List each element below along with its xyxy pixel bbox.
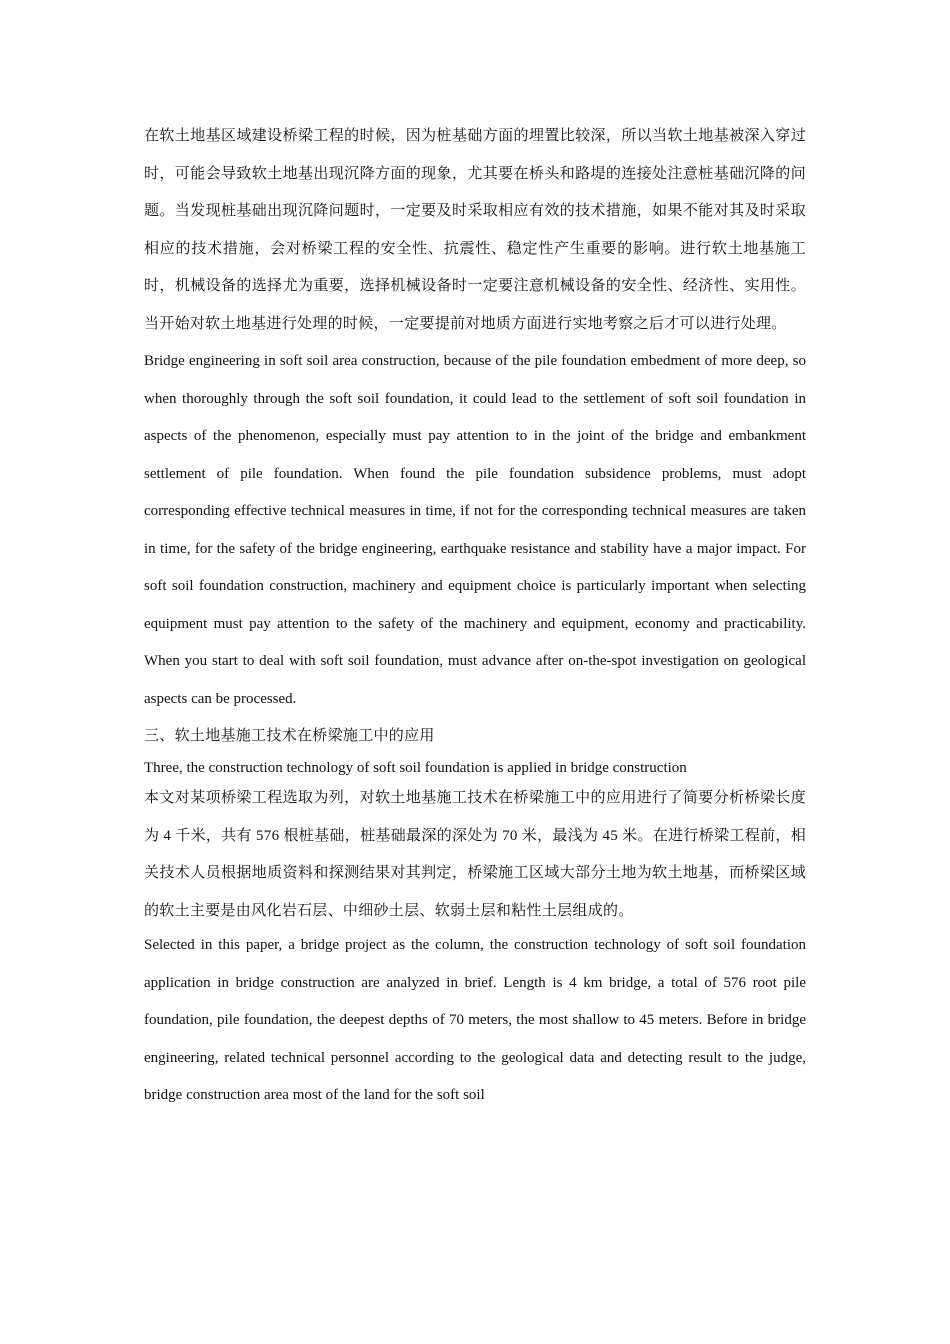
section-heading-chinese: 三、软土地基施工技术在桥梁施工中的应用 — [144, 728, 435, 744]
document-body — [144, 118, 806, 1115]
section-heading-english: Three, the construction technology of soft soil foundation is applied in bridge construction — [144, 760, 687, 776]
paragraph-chinese-2: 本文对某项桥梁工程选取为列，对软土地基施工技术在桥梁施工中的应用进行了简要分析桥梁长度为 4 千米，共有 576 根桩基础，桩基础最深的深处为 70 米，最浅为 45 米。在进行桥梁工程前，相关技术人员根据地质资料和探测结果对其判定，桥梁施工区域大部分土地为软土地基，而桥梁区域的软土主要是由风化岩石层、中细砂土层、软弱土层和粘性土层组成的。 — [144, 790, 806, 919]
paragraph-english-2: Selected in this paper, a bridge project as the column, the construction technology of soft soil foundation application in bridge construction are analyzed in brief. Length is 4 km bridge, a total of 576 root pile foundation, pile foundation, the deepest depths of 70 meters, the most shallow to 45 meters. Before in bridge engineering, related technical personnel according to the geological data and detecting result to the judge, bridge construction area most of the land for the soft soil — [144, 937, 806, 1103]
paragraph-chinese-1: 在软土地基区域建设桥梁工程的时候，因为桩基础方面的埋置比较深，所以当软土地基被深入穿过时，可能会导致软土地基出现沉降方面的现象，尤其要在桥头和路堤的连接处注意桩基础沉降的问题。当发现桩基础出现沉降问题时，一定要及时采取相应有效的技术措施，如果不能对其及时采取相应的技术措施，会对桥梁工程的安全性、抗震性、稳定性产生重要的影响。进行软土地基施工时，机械设备的选择尤为重要，选择机械设备时一定要注意机械设备的安全性、经济性、实用性。当开始对软土地基进行处理的时候，一定要提前对地质方面进行实地考察之后才可以进行处理。 — [144, 128, 806, 332]
paragraph-english-1: Bridge engineering in soft soil area construction, because of the pile foundation embedment of more deep, so when thoroughly through the soft soil foundation, it could lead to the settlement of soft soil foundation in aspects of the phenomenon, especially must pay attention to in the joint of the bridge and embankment settlement of pile foundation. When found the pile foundation subsidence problems, must adopt corresponding effective technical measures in time, if not for the corresponding technical measures are taken in time, for the safety of the bridge engineering, earthquake resistance and stability have a major impact. For soft soil foundation construction, machinery and equipment choice is particularly important when selecting equipment must pay attention to the safety of the machinery and equipment, economy and practicability. When you start to deal with soft soil foundation, must advance after on-the-spot investigation on geological aspects can be processed. — [144, 353, 806, 707]
